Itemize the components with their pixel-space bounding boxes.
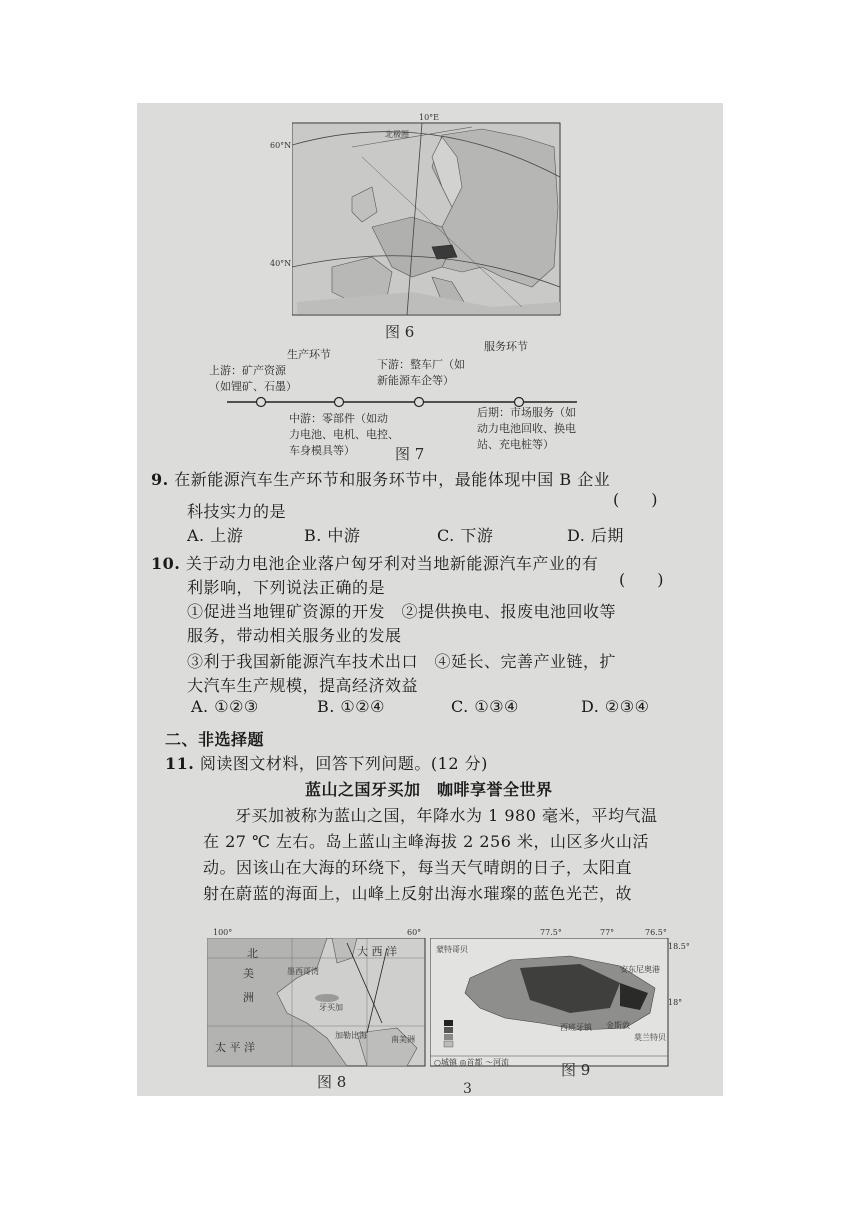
europe-map [292, 117, 562, 317]
figure-8-caption: 图 8 [317, 1073, 347, 1091]
q9-option-b[interactable]: B. 中游 [304, 526, 361, 545]
upstream-note: 上游：矿产资源 （如锂矿、石墨） [209, 364, 297, 393]
fig8-atlantic-label: 大 西 洋 [357, 945, 397, 958]
service-stage-title: 服务环节 [484, 340, 528, 353]
passage-line-4: 射在蔚蓝的海面上，山峰上反射出海水璀璨的蓝色光芒，故 [203, 884, 633, 903]
q10-statement-line1: ①促进当地锂矿资源的开发 ②提供换电、报废电池回收等 [187, 602, 617, 621]
q10-statement-line4: 大汽车生产规模，提高经济效益 [187, 676, 419, 695]
passage-line-1: 牙买加被称为蓝山之国，年降水为 1 980 毫米，平均气温 [235, 806, 658, 825]
fig8-lon-60: 60° [407, 928, 422, 937]
fig8-gulf-label: 墨西哥湾 [287, 967, 319, 976]
fig9-port-antonio-label: 安东尼奥港 [620, 965, 660, 974]
after-market-note: 后期：市场服务（如 动力电池回收、换电 站、充电桩等） [477, 406, 576, 451]
midstream-note: 中游：零部件（如动 力电池、电机、电控、 车身模具等） [289, 412, 399, 457]
q10-option-d[interactable]: D. ②③④ [581, 697, 650, 716]
fig9-lon-77-5: 77.5° [540, 928, 562, 937]
q9-option-d[interactable]: D. 后期 [567, 526, 624, 545]
fig8-caribbean-label: 加勒比海 [335, 1031, 367, 1040]
q10-option-b[interactable]: B. ①②④ [317, 697, 385, 716]
figure-8-map [207, 928, 427, 1068]
fig8-north-label: 北 [247, 947, 258, 960]
passage-line-3: 动。因该山在大海的环绕下，每当天气晴朗的日子，太阳直 [203, 858, 633, 877]
lon-10-label: 10°E [419, 113, 440, 122]
figure-7-caption: 图 7 [395, 445, 425, 463]
question-9-stem: 9. 在新能源汽车生产环节和服务环节中，最能体现中国 B 企业 [151, 470, 611, 489]
lat-60-label: 60°N [270, 141, 292, 150]
fig9-kingston-label: 金斯敦 [606, 1021, 630, 1030]
q10-statement-line2: 服务，带动相关服务业的发展 [187, 626, 402, 645]
fig8-lon-100: 100° [213, 928, 233, 937]
passage-title: 蓝山之国牙买加 咖啡享誉全世界 [305, 780, 553, 799]
fig9-lon-76-5: 76.5° [645, 928, 667, 937]
arctic-circle-label: 北极圈 [385, 130, 409, 139]
q9-option-c[interactable]: C. 下游 [437, 526, 494, 545]
fig9-legend-text: ○城镇 ◎首都 〜河流 [434, 1058, 510, 1067]
fig8-pacific-label: 太 平 洋 [215, 1041, 255, 1054]
midstream-node [335, 398, 344, 407]
q9-option-a[interactable]: A. 上游 [187, 526, 244, 545]
q10-option-c[interactable]: C. ①③④ [451, 697, 519, 716]
exam-page [137, 103, 723, 1096]
fig8-america-label: 美 [243, 967, 254, 980]
fig9-lon-77: 77° [600, 928, 615, 937]
fig9-lat-18-5: 18.5° [668, 942, 690, 951]
question-11-stem: 11. 阅读图文材料，回答下列问题。(12 分) [165, 754, 488, 773]
figure-9-map [430, 928, 690, 1068]
question-9-answer-blank[interactable]: ( ) [613, 490, 658, 509]
question-10-stem: 10. 关于动力电池企业落户匈牙利对当地新能源汽车产业的有 [151, 554, 599, 573]
fig9-montego-bay-label: 蒙特哥贝 [436, 945, 468, 954]
fig8-south-america-label: 南美洲 [391, 1035, 415, 1044]
passage-line-2: 在 27 ℃ 左右。岛上蓝山主峰海拔 2 256 米，山区多火山活 [203, 832, 649, 851]
lat-40-label: 40°N [270, 259, 292, 268]
question-10-answer-blank[interactable]: ( ) [619, 570, 664, 589]
page-number: 3 [463, 1081, 472, 1097]
figure-6-map [270, 113, 562, 317]
jamaica-terrain-map [430, 938, 670, 1068]
fig8-jamaica-label: 牙买加 [319, 1003, 343, 1012]
section-2-heading: 二、非选择题 [165, 730, 265, 749]
downstream-note: 下游：整车厂（如 新能源车企等） [377, 358, 465, 387]
fig9-spanish-town-label: 西班牙镇 [560, 1023, 592, 1032]
figure-6-caption: 图 6 [385, 323, 415, 341]
fig9-lat-18: 18° [668, 998, 683, 1007]
production-stage-title: 生产环节 [287, 348, 331, 361]
upstream-node [257, 398, 266, 407]
q10-statement-line3: ③利于我国新能源汽车技术出口 ④延长、完善产业链，扩 [187, 652, 617, 671]
question-10-stem-line2: 利影响，下列说法正确的是 [187, 578, 386, 597]
question-9-stem-line2: 科技实力的是 [187, 502, 287, 521]
fig8-continent-label: 洲 [243, 991, 254, 1004]
downstream-node [415, 398, 424, 407]
fig9-morant-label: 莫兰特贝 [634, 1033, 666, 1042]
figure-9-caption: 图 9 [561, 1061, 591, 1079]
q10-option-a[interactable]: A. ①②③ [191, 697, 259, 716]
